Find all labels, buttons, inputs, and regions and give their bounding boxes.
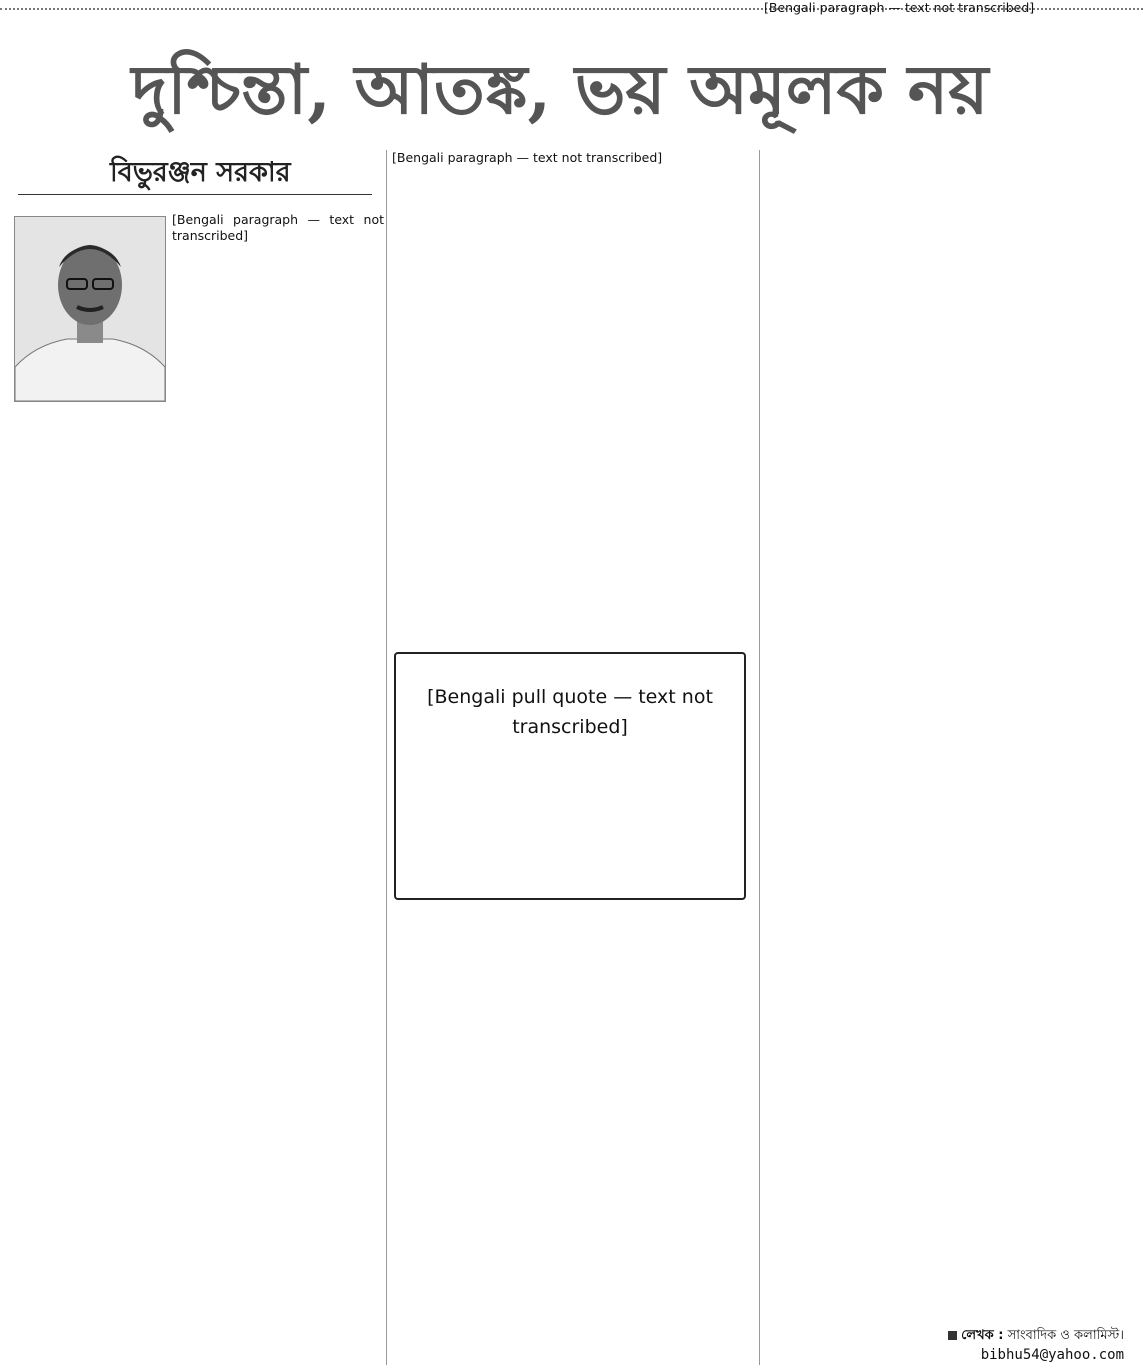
headline: দুশ্চিন্তা, আতঙ্ক, ভয় অমূলক নয় (131, 50, 989, 130)
author-email: bibhu54@yahoo.com (980, 1347, 1124, 1363)
square-bullet-icon (948, 1331, 957, 1340)
article-paragraph: [Bengali paragraph — text not transcribed] (392, 150, 663, 165)
author-credit-text: সাংবাদিক ও কলামিস্ট। (1007, 1328, 1124, 1343)
column-divider (386, 150, 387, 1365)
column-divider (759, 150, 760, 1365)
pull-quote: [Bengali pull quote — text not transcribed] (394, 652, 746, 900)
article-paragraph: [Bengali paragraph — text not transcribed] (172, 212, 384, 243)
article-column-3 (764, 0, 1124, 1330)
author-credit-label: লেখক : (961, 1328, 1004, 1343)
byline: বিভুরঞ্জন সরকার (110, 157, 291, 188)
article-paragraph: [Bengali paragraph — text not transcribed] (764, 0, 1035, 15)
byline-rule (18, 194, 372, 195)
author-credit (764, 1326, 1124, 1347)
article-column-1 (14, 212, 384, 1368)
